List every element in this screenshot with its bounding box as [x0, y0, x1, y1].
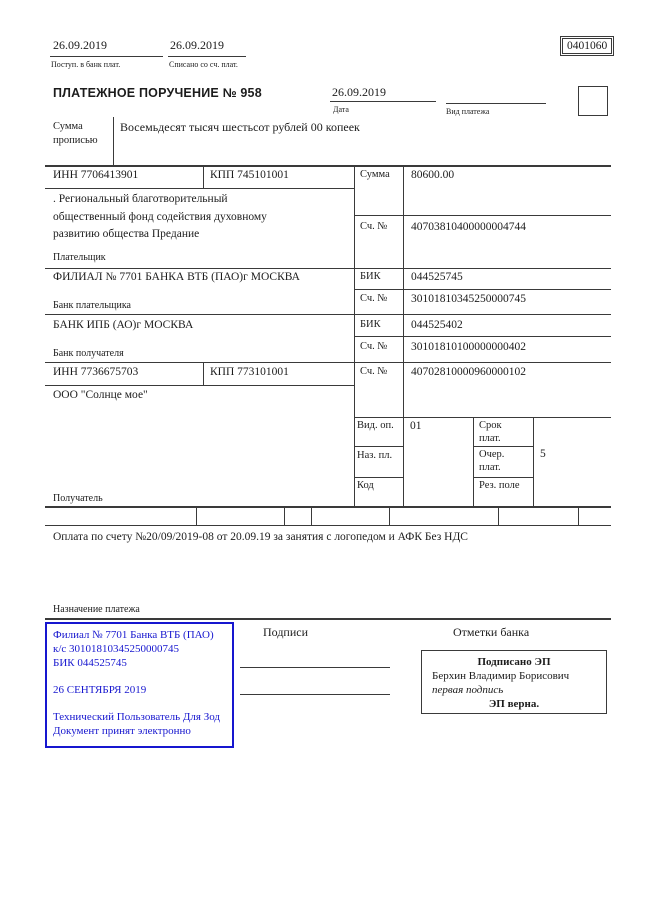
payer-bank-label: Банк плательщика	[53, 300, 131, 311]
payment-purpose-label: Назначение платежа	[53, 604, 140, 615]
payer-account: 40703810400000004744	[411, 221, 526, 233]
pay-term-label: Срок плат.	[479, 420, 502, 444]
stamp-user: Технический Пользователь Для Зод	[53, 711, 221, 723]
payee-kpp: КПП 773101001	[210, 366, 289, 378]
priority-value: 5	[540, 448, 546, 460]
debited-date: 26.09.2019	[170, 38, 224, 52]
received-date-label: Поступ. в банк плат.	[51, 60, 121, 69]
divider	[354, 215, 611, 216]
divider	[473, 417, 474, 506]
document-title: ПЛАТЕЖНОЕ ПОРУЧЕНИЕ № 958	[53, 86, 262, 100]
signature-line	[240, 694, 390, 695]
purpose-code-label: Наз. пл.	[357, 450, 393, 461]
stamp-accepted-note: Документ принят электронно	[53, 725, 191, 737]
payer-name: . Региональный благотворительный общественный фонд содействия духовному развитию общества Предание	[53, 193, 267, 240]
payer-bank-account: 30101810345250000745	[411, 293, 526, 305]
esignature-title: Подписано ЭП	[477, 656, 551, 668]
divider	[50, 56, 163, 57]
divider	[113, 117, 114, 165]
payee-bank-account: 30101810100000000402	[411, 341, 526, 353]
signatures-label: Подписи	[263, 625, 309, 639]
payee-label: Получатель	[53, 493, 103, 504]
payer-kpp: КПП 745101001	[210, 169, 289, 181]
sum-label: Сумма	[360, 169, 390, 180]
date-label: Дата	[333, 105, 349, 114]
divider	[45, 165, 611, 167]
esignature-name: Берхин Владимир Борисович	[432, 670, 570, 682]
divider	[330, 101, 436, 102]
payer-bank-bik-label: БИК	[360, 271, 381, 282]
divider	[45, 268, 611, 269]
payment-type-label: Вид платежа	[446, 107, 490, 116]
op-type-label: Вид. оп.	[357, 420, 394, 431]
bank-marks-label: Отметки банка	[453, 625, 530, 639]
divider	[311, 506, 312, 525]
divider	[473, 446, 533, 447]
divider	[45, 188, 354, 189]
payee-bank-bik: 044525402	[411, 319, 463, 331]
divider	[45, 362, 611, 363]
payer-bank-bik: 044525745	[411, 271, 463, 283]
payee-bank-bik-label: БИК	[360, 319, 381, 330]
divider	[533, 417, 534, 506]
signature-line	[240, 667, 390, 668]
payment-type-box	[578, 86, 608, 116]
payment-purpose-text: Оплата по счету №20/09/2019-08 от 20.09.19 за занятия с логопедом и АФК Без НДС	[53, 531, 468, 543]
reserve-field-label: Рез. поле	[479, 480, 520, 491]
stamp-bank-name: Филиал № 7701 Банка ВТБ (ПАО)	[53, 629, 214, 641]
form-code: 0401060	[562, 38, 612, 54]
priority-label: Очер. плат.	[479, 449, 505, 473]
amount-words-label: Сумма прописью	[53, 121, 98, 146]
code-label: Код	[357, 480, 374, 491]
payee-name: ООО "Солнце мое"	[53, 389, 148, 401]
divider	[45, 525, 611, 526]
debited-date-label: Списано со сч. плат.	[169, 60, 238, 69]
received-date: 26.09.2019	[53, 38, 107, 52]
stamp-spacer	[53, 697, 226, 710]
payer-account-label: Сч. №	[360, 221, 388, 232]
payee-bank-name: БАНК ИПБ (АО)г МОСКВА	[53, 319, 194, 331]
op-type-value: 01	[410, 420, 422, 432]
payer-bank-account-label: Сч. №	[360, 293, 388, 304]
payee-account: 40702810000960000102	[411, 366, 526, 378]
amount-words: Восемьдесят тысяч шестьсот рублей 00 копеек	[120, 120, 360, 134]
divider	[354, 417, 611, 418]
payer-inn: ИНН 7706413901	[53, 169, 139, 181]
divider	[45, 618, 611, 620]
payer-bank-name: ФИЛИАЛ № 7701 БАНКА ВТБ (ПАО)г МОСКВА	[53, 271, 300, 283]
form-code-box	[560, 36, 614, 56]
payee-bank-label: Банк получателя	[53, 348, 124, 359]
divider	[168, 56, 246, 57]
stamp-corr-account: к/с 30101810345250000745	[53, 643, 180, 655]
esignature-note: первая подпись	[432, 684, 504, 696]
stamp-date: 26 СЕНТЯБРЯ 2019	[53, 684, 147, 696]
divider	[354, 477, 403, 478]
divider	[354, 336, 611, 337]
divider	[389, 506, 390, 525]
divider	[45, 506, 611, 508]
divider	[403, 165, 404, 506]
divider	[354, 289, 611, 290]
payee-inn: ИНН 7736675703	[53, 366, 139, 378]
divider	[354, 165, 355, 506]
payer-label: Плательщик	[53, 252, 106, 263]
esignature-box	[421, 650, 607, 714]
document-date: 26.09.2019	[332, 85, 386, 99]
divider	[498, 506, 499, 525]
divider	[446, 103, 546, 104]
payee-bank-account-label: Сч. №	[360, 341, 388, 352]
stamp-spacer	[53, 670, 226, 683]
divider	[284, 506, 285, 525]
divider	[203, 165, 204, 188]
divider	[473, 477, 533, 478]
bank-stamp	[45, 622, 234, 748]
divider	[578, 506, 579, 525]
esignature-verified: ЭП верна.	[488, 698, 540, 710]
divider	[196, 506, 197, 525]
sum-value: 80600.00	[411, 169, 455, 181]
divider	[354, 446, 403, 447]
divider	[45, 314, 611, 315]
payee-account-label: Сч. №	[360, 366, 388, 377]
stamp-bik: БИК 044525745	[53, 657, 127, 669]
divider	[45, 385, 354, 386]
divider	[203, 362, 204, 385]
